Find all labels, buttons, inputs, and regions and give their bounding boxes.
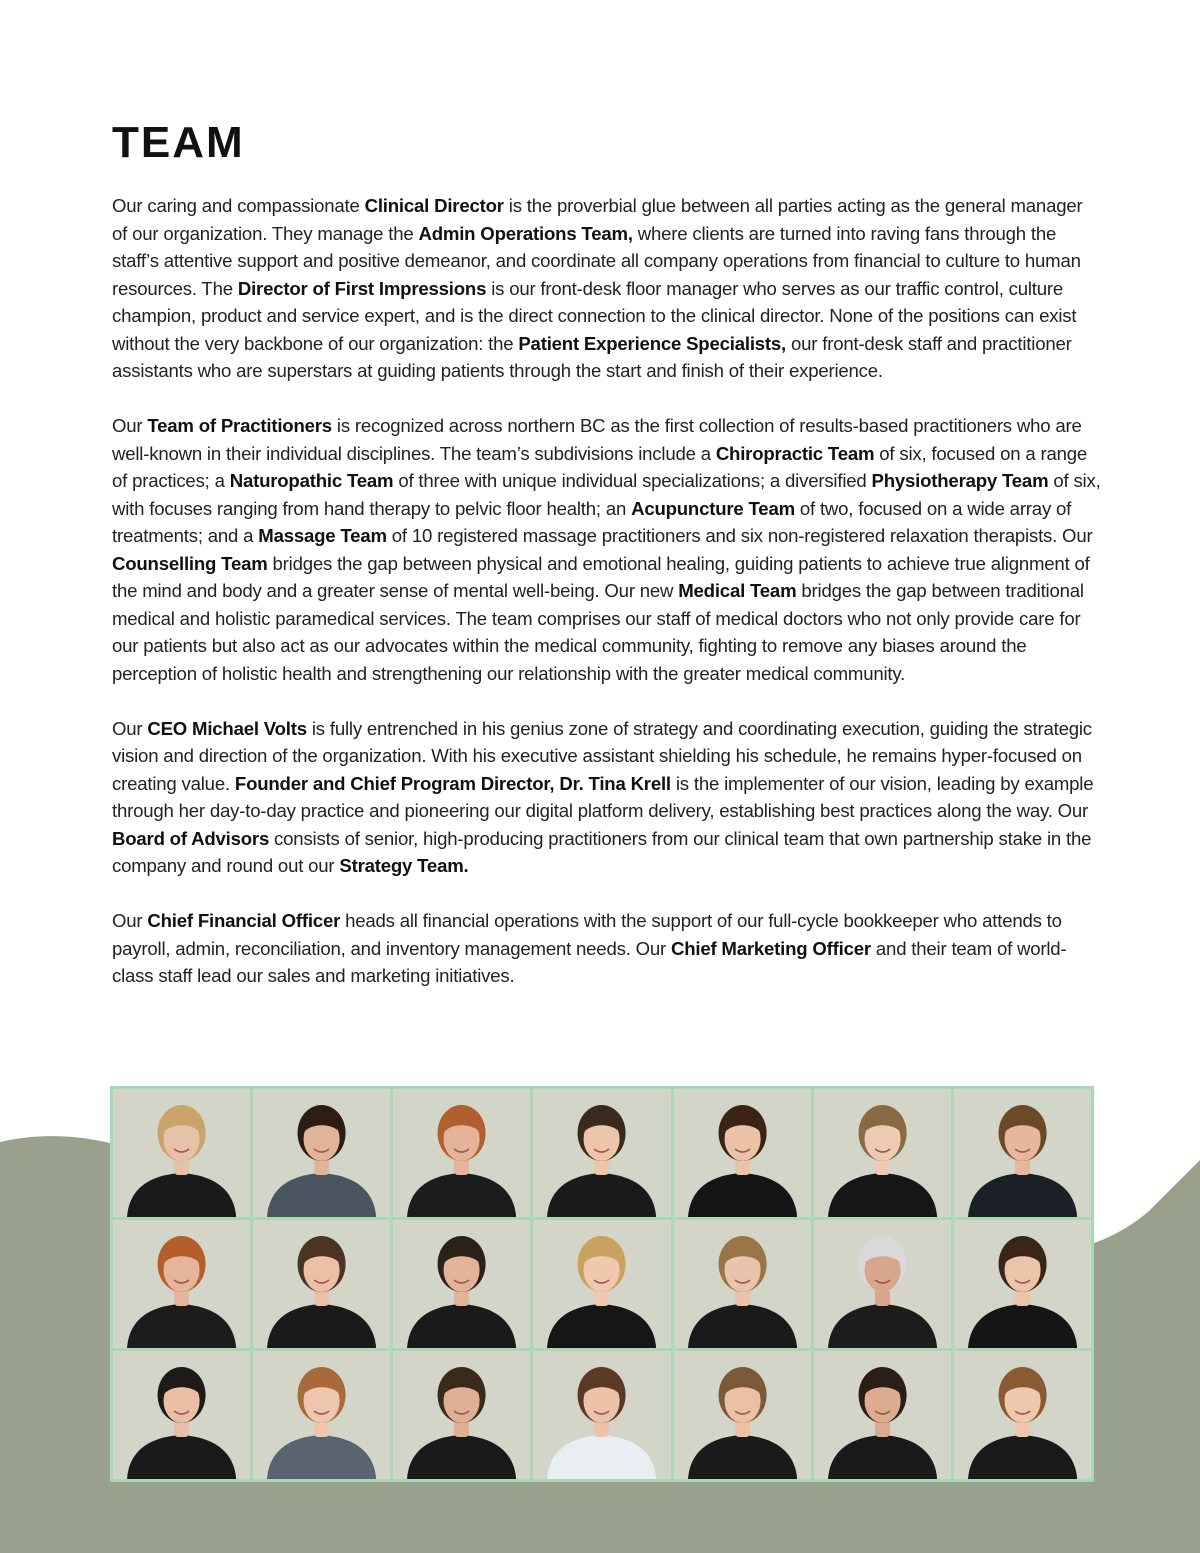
text-run: where clients are turned into raving fans through the staff’s attentive support and positive demeanor, and coordinate all company operations from financial to culture to human resources. The: [112, 222, 1081, 299]
text-run: Our caring and compassionate: [112, 195, 365, 216]
portrait-icon: [113, 1351, 250, 1479]
team-member-photo: [814, 1220, 951, 1348]
text-run: is the implementer of our vision, leading by example through her day-to-day practice and pioneering our digital platform delivery, establishing best practices along the way. Our: [112, 772, 1094, 821]
bold-term: Strategy Team.: [339, 855, 469, 876]
text-run: Our: [112, 415, 148, 436]
text-run: bridges the gap between traditional medical and holistic paramedical services. The team comprises our staff of medical doctors who not only provide care for our patients but also act as our advocates within the medical community, fighting to remove any biases around the perception of holistic health and strengthening our relationship with the greater medical community.: [112, 580, 1084, 684]
team-member-photo: [533, 1089, 670, 1217]
body-text: [112, 192, 1102, 1017]
paragraph-3: [112, 715, 1102, 880]
team-member-photo: [253, 1351, 390, 1479]
bold-term: Physiotherapy Team: [871, 470, 1049, 491]
bold-term: Board of Advisors: [112, 827, 270, 849]
portrait-icon: [113, 1089, 250, 1217]
team-member-photo: [393, 1220, 530, 1348]
portrait-icon: [393, 1220, 530, 1348]
portrait-icon: [533, 1089, 670, 1217]
portrait-icon: [533, 1351, 670, 1479]
text-run: of 10 registered massage practitioners and six non-registered relaxation therapists. Our: [386, 525, 1093, 546]
text-run: is our front-desk floor manager who serves as our traffic control, culture champion, product and service expert, and is the direct connection to the clinical director. None of the positions can exist without the very backbone of our organization: the: [112, 277, 1077, 354]
bold-term: Medical Team: [678, 580, 797, 601]
portrait-icon: [533, 1220, 670, 1348]
portrait-icon: [674, 1220, 811, 1348]
bold-term: Director of First Impressions: [237, 277, 487, 299]
text-run: our front-desk staff and practitioner assistants who are superstars at guiding patients through the start and finish of their experience.: [112, 332, 1072, 381]
portrait-icon: [954, 1220, 1091, 1348]
text-run: Our: [112, 717, 148, 739]
team-member-photo: [814, 1351, 951, 1479]
portrait-icon: [393, 1351, 530, 1479]
text-run: consists of senior, high-producing practitioners from our clinical team that own partnership stake in the company and round out our: [112, 827, 1092, 876]
team-member-photo: [253, 1089, 390, 1217]
team-member-photo: [113, 1089, 250, 1217]
bold-term: Team of Practitioners: [147, 415, 332, 436]
team-member-photo: [814, 1089, 951, 1217]
portrait-icon: [954, 1351, 1091, 1479]
bold-term: Naturopathic Team: [229, 470, 394, 491]
portrait-icon: [814, 1089, 951, 1217]
team-member-photo: [393, 1089, 530, 1217]
text-run: of three with unique individual specializations; a diversified: [393, 470, 872, 491]
portrait-icon: [814, 1351, 951, 1479]
bold-term: Chief Marketing Officer: [670, 937, 871, 959]
text-run: and their team of world-class staff lead our sales and marketing initiatives.: [112, 937, 1067, 986]
bold-term: Chiropractic Team: [715, 442, 875, 464]
portrait-icon: [393, 1089, 530, 1217]
team-member-photo: [113, 1351, 250, 1479]
text-run: of six, focused on a range of practices; a: [112, 442, 1088, 491]
team-photo-grid: [110, 1086, 1094, 1482]
team-member-photo: [954, 1351, 1091, 1479]
paragraph-1: [112, 192, 1102, 385]
text-run: Our: [112, 910, 148, 931]
bold-term: Founder and Chief Program Director, Dr. Tina Krell: [234, 772, 671, 794]
text-run: of two, focused on a wide array of treatments; and a: [112, 497, 1072, 546]
portrait-icon: [253, 1220, 390, 1348]
bold-term: CEO Michael Volts: [147, 717, 307, 739]
text-run: heads all financial operations with the support of our full-cycle bookkeeper who attends to payroll, admin, reconciliation, and inventory management needs. Our: [112, 910, 1062, 959]
text-run: is the proverbial glue between all parties acting as the general manager of our organization. They manage the: [112, 195, 1083, 244]
team-member-photo: [393, 1351, 530, 1479]
team-member-photo: [253, 1220, 390, 1348]
team-member-photo: [674, 1220, 811, 1348]
paragraph-2: [112, 412, 1102, 687]
bold-term: Patient Experience Specialists,: [518, 332, 787, 354]
text-run: is fully entrenched in his genius zone of strategy and coordinating execution, guiding the strategic vision and direction of the organization. With his executive assistant shielding his schedule, he remains hyper-focused on creating value.: [112, 717, 1092, 794]
portrait-icon: [113, 1220, 250, 1348]
team-member-photo: [954, 1220, 1091, 1348]
bold-term: Admin Operations Team,: [418, 222, 633, 244]
bold-term: Counselling Team: [112, 552, 268, 574]
bold-term: Massage Team: [258, 525, 387, 546]
portrait-icon: [674, 1351, 811, 1479]
paragraph-4: [112, 907, 1102, 990]
team-member-photo: [954, 1089, 1091, 1217]
team-member-photo: [674, 1089, 811, 1217]
page-title: TEAM: [112, 118, 245, 167]
text-run: is recognized across northern BC as the first collection of results-based practitioners who are well-known in their individual disciplines. The team’s subdivisions include a: [112, 415, 1082, 464]
bold-term: Acupuncture Team: [631, 497, 795, 519]
team-member-photo: [113, 1220, 250, 1348]
text-run: bridges the gap between physical and emotional healing, guiding patients to achieve true alignment of the mind and body and a greater sense of mental well-being. Our new: [112, 552, 1090, 601]
bold-term: Clinical Director: [364, 195, 504, 216]
bold-term: Chief Financial Officer: [147, 910, 341, 931]
team-member-photo: [533, 1220, 670, 1348]
portrait-icon: [253, 1089, 390, 1217]
portrait-icon: [954, 1089, 1091, 1217]
portrait-icon: [674, 1089, 811, 1217]
text-run: of six, with focuses ranging from hand therapy to pelvic floor health; an: [112, 470, 1101, 519]
portrait-icon: [814, 1220, 951, 1348]
team-member-photo: [674, 1351, 811, 1479]
portrait-icon: [253, 1351, 390, 1479]
team-member-photo: [533, 1351, 670, 1479]
